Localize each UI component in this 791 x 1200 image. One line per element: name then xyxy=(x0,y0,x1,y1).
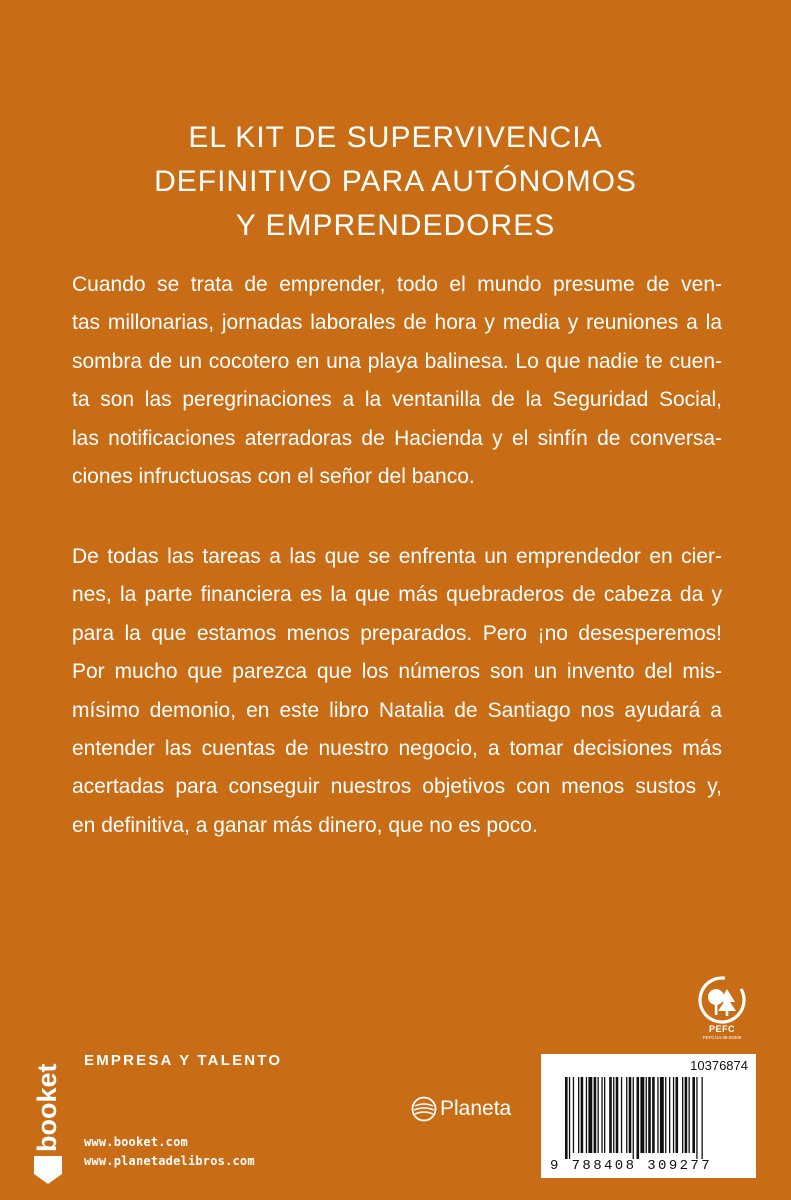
text-line: tas millonarias, jornadas laborales de hora y media y reuniones a la xyxy=(72,311,722,335)
text-line: mísimo demonio, en este libro Natalia de Santiago nos ayudará a xyxy=(72,698,722,722)
pefc-tree-icon xyxy=(694,975,750,1025)
blurb-paragraph-2 xyxy=(72,538,722,845)
barcode-bar xyxy=(640,1077,644,1153)
isbn-number: 9 788408 309277 xyxy=(550,1158,713,1174)
text-line: en definitiva, a ganar más dinero, que no es poco. xyxy=(72,813,538,837)
text-line: Por mucho que parezca que los números son un invento del mis- xyxy=(72,660,722,684)
pefc-label: PEFC xyxy=(708,1024,735,1034)
text-line: sombra de un cocotero en una playa balinesa. Lo que nadie te cuen- xyxy=(72,349,722,373)
barcode-bar xyxy=(588,1077,592,1153)
barcode-bar xyxy=(685,1077,688,1153)
barcode-bar xyxy=(657,1077,658,1153)
text-line: De todas las tareas a las que se enfrenta un emprendedor en cier- xyxy=(72,545,722,568)
barcode-bar xyxy=(665,1077,666,1153)
planeta-globe-icon xyxy=(411,1096,437,1122)
barcode-bar xyxy=(565,1077,568,1159)
barcode-label xyxy=(541,1054,756,1178)
barcode-bar xyxy=(702,1077,703,1159)
barcode-bars xyxy=(565,1077,749,1159)
barcode-bar xyxy=(652,1077,655,1153)
pefc-code: PEFC/14-38-00305 xyxy=(702,1035,742,1040)
barcode-bar xyxy=(689,1077,690,1153)
text-line: las notificaciones aterradoras de Hacienda y el sinfín de conversa- xyxy=(72,426,722,450)
barcode-bar xyxy=(621,1077,622,1153)
barcode-bar xyxy=(648,1077,651,1153)
text-line: Cuando se trata de emprender, todo el mundo presume de ven- xyxy=(72,273,722,296)
barcode-bar xyxy=(660,1077,664,1153)
barcode-bar xyxy=(601,1077,602,1153)
text-line: ciones infructuosas con el señor del banco. xyxy=(72,465,475,489)
barcode-bar xyxy=(578,1077,579,1153)
planeta-logo xyxy=(411,1094,511,1124)
barcode-bar xyxy=(633,1077,634,1159)
text-line: acertadas para conseguir nuestros objetivos con menos sustos y, xyxy=(72,775,722,799)
collection-label: EMPRESA Y TALENTO xyxy=(84,1052,283,1069)
barcode-bar xyxy=(682,1077,683,1153)
barcode-bar xyxy=(616,1077,619,1153)
planeta-wordmark: Planeta xyxy=(440,1097,512,1120)
barcode-bar xyxy=(609,1077,612,1153)
barcode-bar xyxy=(626,1077,627,1153)
website-link: www.booket.com xyxy=(84,1135,188,1149)
booket-logo-text: booket xyxy=(32,1063,62,1152)
barcode-bar xyxy=(669,1077,670,1153)
barcode-bar xyxy=(646,1077,647,1153)
barcode-bar xyxy=(613,1077,614,1153)
heading-line: Y EMPRENDEDORES xyxy=(235,209,556,242)
barcode-bar xyxy=(676,1077,679,1153)
heading-line: EL KIT DE SUPERVIVENCIA xyxy=(188,121,603,154)
barcode-bar xyxy=(673,1077,674,1153)
barcode-bar xyxy=(573,1077,574,1153)
booket-spine-icon xyxy=(30,1052,66,1184)
cover-heading xyxy=(92,116,699,248)
pefc-logo xyxy=(694,975,750,1047)
text-line: entender las cuentas de nuestro negocio, a tomar decisiones más xyxy=(72,737,722,761)
internal-code: 10376874 xyxy=(690,1058,748,1073)
barcode-bar xyxy=(629,1077,632,1153)
barcode-bar xyxy=(696,1077,697,1159)
barcode-bar xyxy=(569,1077,570,1159)
barcode-bar xyxy=(598,1077,599,1153)
website-link: www.planetadelibros.com xyxy=(84,1154,255,1168)
barcode-bar xyxy=(586,1077,587,1153)
text-line: ta son las peregrinaciones a la ventanilla de la Seguridad Social, xyxy=(72,388,722,412)
text-line: nes, la parte financiera es la que más quebraderos de cabeza da y xyxy=(72,583,722,607)
blurb-paragraph-1 xyxy=(72,266,722,496)
text-line: para la que estamos menos preparados. Pero ¡no desesperemos! xyxy=(72,621,722,645)
barcode-bar xyxy=(604,1077,605,1153)
barcode-bar xyxy=(692,1077,695,1153)
heading-line: DEFINITIVO PARA AUTÓNOMOS xyxy=(154,165,637,198)
barcode-bar xyxy=(637,1077,640,1159)
barcode-bar xyxy=(594,1077,597,1153)
barcode-bar xyxy=(581,1077,584,1153)
